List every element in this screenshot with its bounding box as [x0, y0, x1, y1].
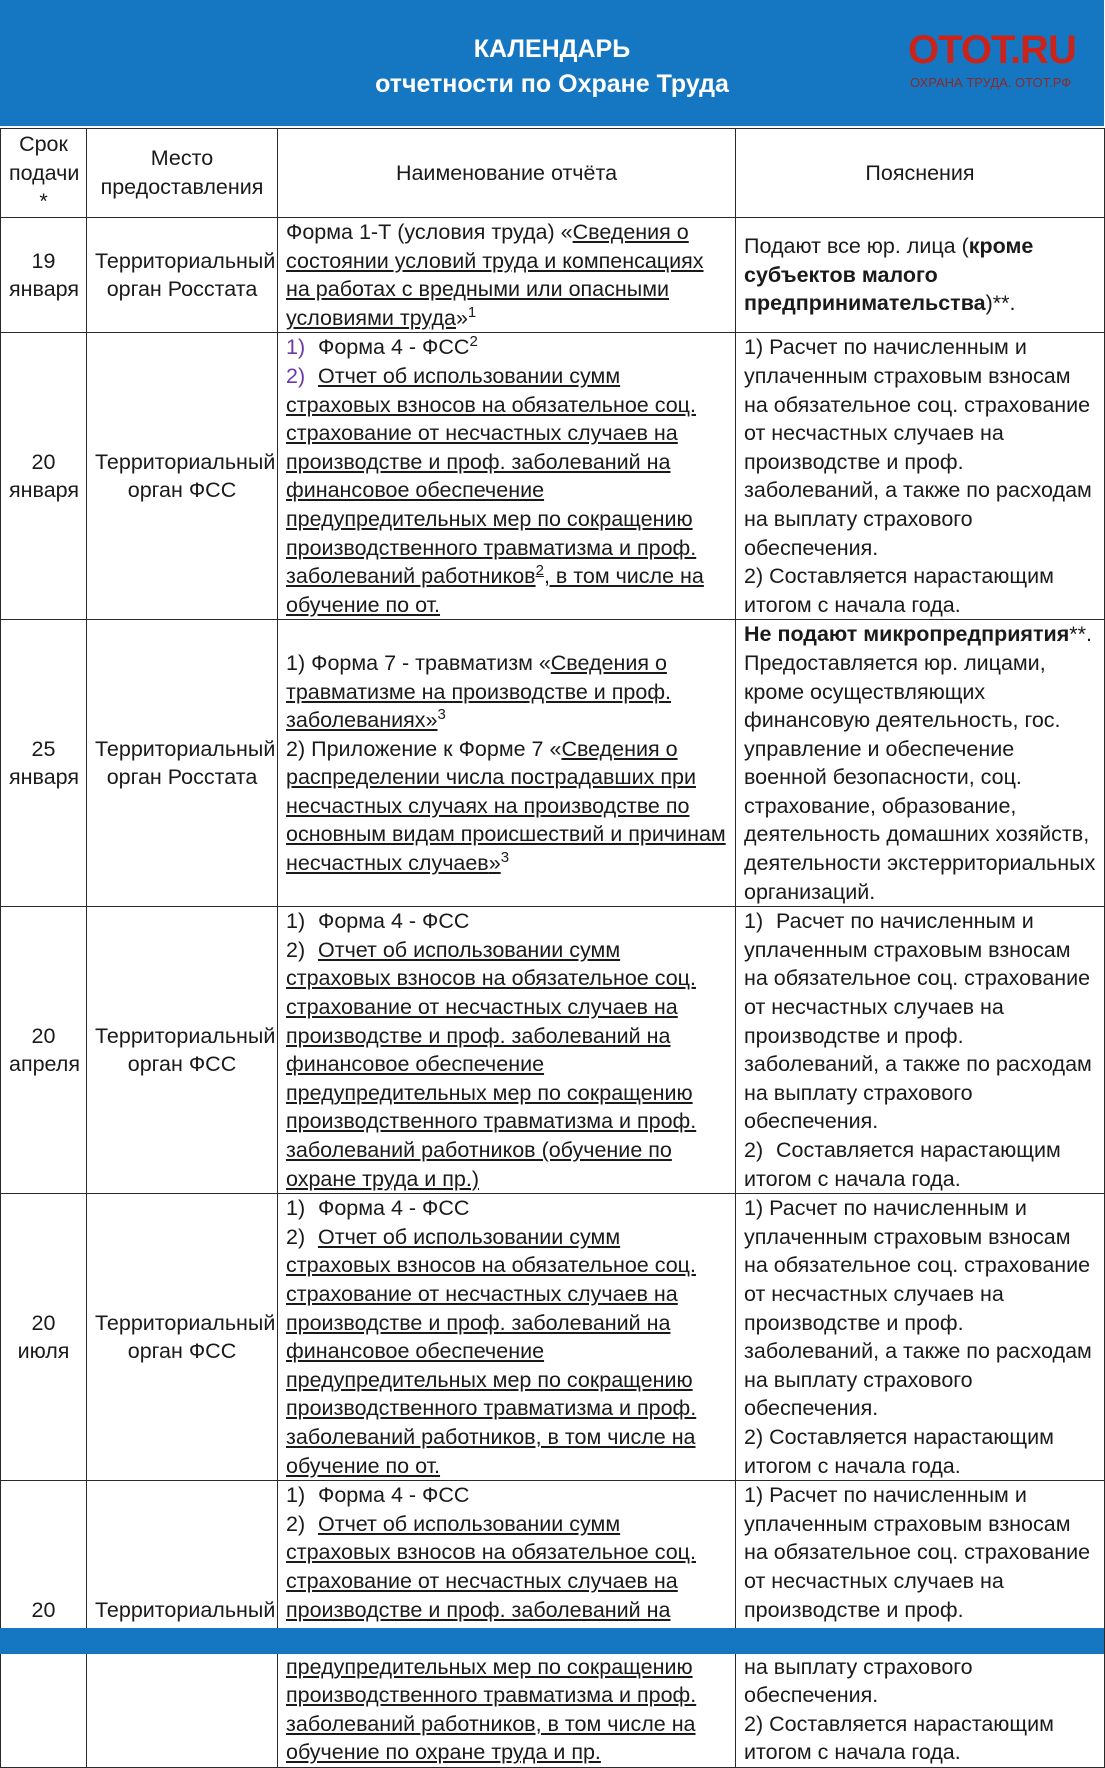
page-header: [0, 0, 1104, 126]
report-item: [286, 649, 727, 735]
footnote-ref: 1: [467, 303, 477, 321]
row-report-name: [278, 218, 736, 333]
item-text: Форма 4 - ФСС: [318, 909, 470, 934]
note-text: Расчет по начисленным и уплаченным страховым взносам на обязательное соц. страхование от несчастных случаев на производстве и проф. заболеваний, а также по расходам на выплату страхового обеспечения.: [744, 335, 1092, 560]
item-link[interactable]: Сведения о травматизме на производстве и проф. заболеваниях: [286, 650, 671, 733]
note-text: Составляется нарастающим итогом с начала года.: [744, 1138, 1061, 1191]
table-row: [1, 218, 1105, 333]
column-header-place: Место предоставления: [87, 129, 278, 218]
site-logo[interactable]: [880, 28, 1090, 98]
item-number: 2): [286, 736, 306, 761]
note-number: 2): [744, 1138, 764, 1162]
row-date: 25 января: [1, 620, 87, 907]
note-item: [744, 907, 1096, 1136]
row-date: 19 января: [1, 218, 87, 333]
note-item: [744, 562, 1096, 619]
note-text: Расчет по начисленным и уплаченным страховым взносам на обязательное соц. страхование от несчастных случаев на производстве и проф. на выплату страхового обеспечения.: [744, 1483, 1091, 1708]
item-number: 1): [286, 335, 306, 360]
note-text: Расчет по начисленным и уплаченным страховым взносам на обязательное соц. страхование от несчастных случаев на производстве и проф. заболеваний, а также по расходам на выплату страхового обеспечения.: [744, 1196, 1092, 1421]
item-text: Приложение к Форме 7 «: [311, 736, 562, 761]
note-emphasis-end: **.: [1069, 622, 1092, 647]
item-quote: »: [425, 708, 438, 733]
note-emphasis: кроме субъектов малого предпринимательства: [744, 234, 1034, 316]
note-item: [744, 1481, 1096, 1710]
item-number: 1): [286, 909, 306, 934]
column-header-name: Наименование отчёта: [278, 129, 736, 218]
logo-text: OTOT.RU: [908, 28, 1076, 72]
row-place: Территориальный: [87, 1481, 278, 1768]
note-text: Составляется нарастающим итогом с начала года.: [744, 564, 1054, 617]
table-row: [1, 620, 1105, 907]
note-text: Составляется нарастающим итогом с начала года.: [744, 1711, 1054, 1765]
row-note: [736, 907, 1105, 1194]
note-item: [744, 1194, 1096, 1423]
row-report-name: [278, 333, 736, 620]
note-item: [744, 333, 1096, 562]
row-note: [736, 1481, 1105, 1768]
note-item: [744, 1423, 1096, 1480]
row-date: 20 апреля: [1, 907, 87, 1194]
row-report-name: [278, 620, 736, 907]
row-note: [736, 1194, 1105, 1481]
item-number: 2): [286, 1511, 306, 1536]
item-number: 1): [286, 1196, 306, 1221]
row-place: Территориальный орган Росстата: [87, 218, 278, 333]
row-place: Территориальный орган ФСС: [87, 907, 278, 1194]
report-item: [286, 1223, 727, 1480]
row-note: [736, 333, 1105, 620]
table-header-row: [1, 129, 1105, 218]
row-note: [736, 620, 1105, 907]
row-date: 20 января: [1, 333, 87, 620]
form-label: Форма 1-Т (условия труда) «: [286, 220, 573, 244]
row-report-name: [278, 907, 736, 1194]
table-row: [1, 907, 1105, 1194]
item-text: Форма 7 - травматизм «: [311, 650, 551, 675]
row-place: Территориальный орган ФСС: [87, 1194, 278, 1481]
note-text-end: )**.: [985, 291, 1016, 316]
column-header-note: Пояснения: [736, 129, 1105, 218]
report-item: [286, 936, 727, 1193]
note-number: 2): [744, 564, 764, 589]
row-place: Территориальный орган Росстата: [87, 620, 278, 907]
report-item: [286, 1481, 727, 1510]
note-number: 2): [744, 1424, 764, 1449]
row-note: [736, 218, 1105, 333]
item-text: Форма 4 - ФСС: [318, 1483, 470, 1508]
note-number: 2): [744, 1711, 764, 1736]
note-text: Расчет по начисленным и уплаченным страховым взносам на обязательное соц. страхование от несчастных случаев на производстве и проф. заболеваний, а также по расходам на выплату страхового обеспечения.: [744, 909, 1092, 1134]
item-quote: »: [488, 851, 501, 876]
item-number: 2): [286, 937, 306, 962]
row-report-name: [278, 1194, 736, 1481]
item-number: 2): [286, 363, 306, 388]
item-link[interactable]: Отчет об использовании сумм страховых взносов на обязательное соц. страхование от несчастных случаев на производстве и проф. заболеваний на предупредительных мер по сокращению производственного травматизма и проф. заболеваний работников, в том числе на обучение по охране труда и пр.: [286, 1511, 697, 1765]
item-text: Форма 4 - ФСС: [318, 1196, 470, 1221]
note-number: 1): [744, 1483, 764, 1508]
note-item: [744, 1710, 1096, 1767]
note-text: Составляется нарастающим итогом с начала года.: [744, 1424, 1054, 1478]
note-text: Предоставляется юр. лицами, кроме осуществляющих финансовую деятельность, гос. управление и обеспечение военной безопасности, соц. страхование, образование, деятельность домашних хозяйств, деятельности экстерриториальных организаций.: [744, 650, 1096, 904]
table-row: [1, 1194, 1105, 1481]
footnote-ref: 3: [437, 706, 446, 724]
report-item: [286, 735, 727, 878]
item-link[interactable]: Отчет об использовании сумм страховых взносов на обязательное соц. страхование от несчастных случаев на производстве и проф. заболеваний на финансовое обеспечение предупредительных мер по сокращению производственного травматизма и проф. заболеваний работников: [286, 363, 697, 589]
note-emphasis: Не подают микропредприятия: [744, 622, 1070, 647]
note-text: Подают все юр. лица (: [744, 234, 969, 259]
note-number: 1): [744, 909, 764, 934]
row-date: 20: [1, 1481, 87, 1768]
row-place: Территориальный орган ФСС: [87, 333, 278, 620]
page-subtitle: отчетности по Охране Труда: [375, 70, 729, 98]
note-item: [744, 1136, 1096, 1193]
logo-caption: ОХРАНА ТРУДА. ОТОТ.РФ: [910, 75, 1072, 90]
item-link[interactable]: Сведения о распределении числа пострадавших при несчастных случаях на производстве по основным видам происшествий и причинам несчастных случаев: [286, 736, 726, 876]
note-number: 1): [744, 1196, 764, 1221]
row-report-name: [278, 1481, 736, 1768]
table-row: [1, 333, 1105, 620]
item-link[interactable]: Отчет об использовании сумм страховых взносов на обязательное соц. страхование от несчастных случаев на производстве и проф. заболеваний на финансовое обеспечение предупредительных мер по сокращению производственного травматизма и проф. заболеваний работников (обучение по охране труда и пр.): [286, 937, 697, 1191]
page-title: КАЛЕНДАРЬ: [473, 35, 631, 63]
report-item: [286, 362, 727, 619]
item-number: 1): [286, 650, 306, 675]
report-item: [286, 1194, 727, 1223]
footnote-ref: 2: [535, 562, 544, 580]
footnote-ref: 2: [469, 333, 478, 351]
form-quote: »: [455, 305, 468, 330]
row-date: 20 июля: [1, 1194, 87, 1481]
column-header-deadline: Срок подачи *: [1, 129, 87, 218]
item-number: 2): [286, 1224, 306, 1249]
report-item: [286, 333, 727, 362]
report-item: [286, 907, 727, 936]
item-number: 1): [286, 1483, 306, 1508]
footnote-ref: 3: [500, 849, 510, 867]
page-footer-bar: [0, 1628, 1104, 1654]
item-text-tail: , в том числе на обучение по от.: [286, 564, 704, 617]
item-link[interactable]: Отчет об использовании сумм страховых взносов на обязательное соц. страхование от несчастных случаев на производстве и проф. заболеваний на финансовое обеспечение предупредительных мер по сокращению производственного травматизма и проф. заболеваний работников, в том числе на обучение по от.: [286, 1224, 697, 1478]
note-number: 1): [744, 335, 764, 360]
report-table: [0, 128, 1105, 1768]
form-link[interactable]: Сведения о состоянии условий труда и компенсациях на работах с вредными или опасными условиями труда: [286, 220, 704, 330]
table-row: [1, 1481, 1105, 1768]
item-text: Форма 4 - ФСС: [318, 335, 470, 360]
